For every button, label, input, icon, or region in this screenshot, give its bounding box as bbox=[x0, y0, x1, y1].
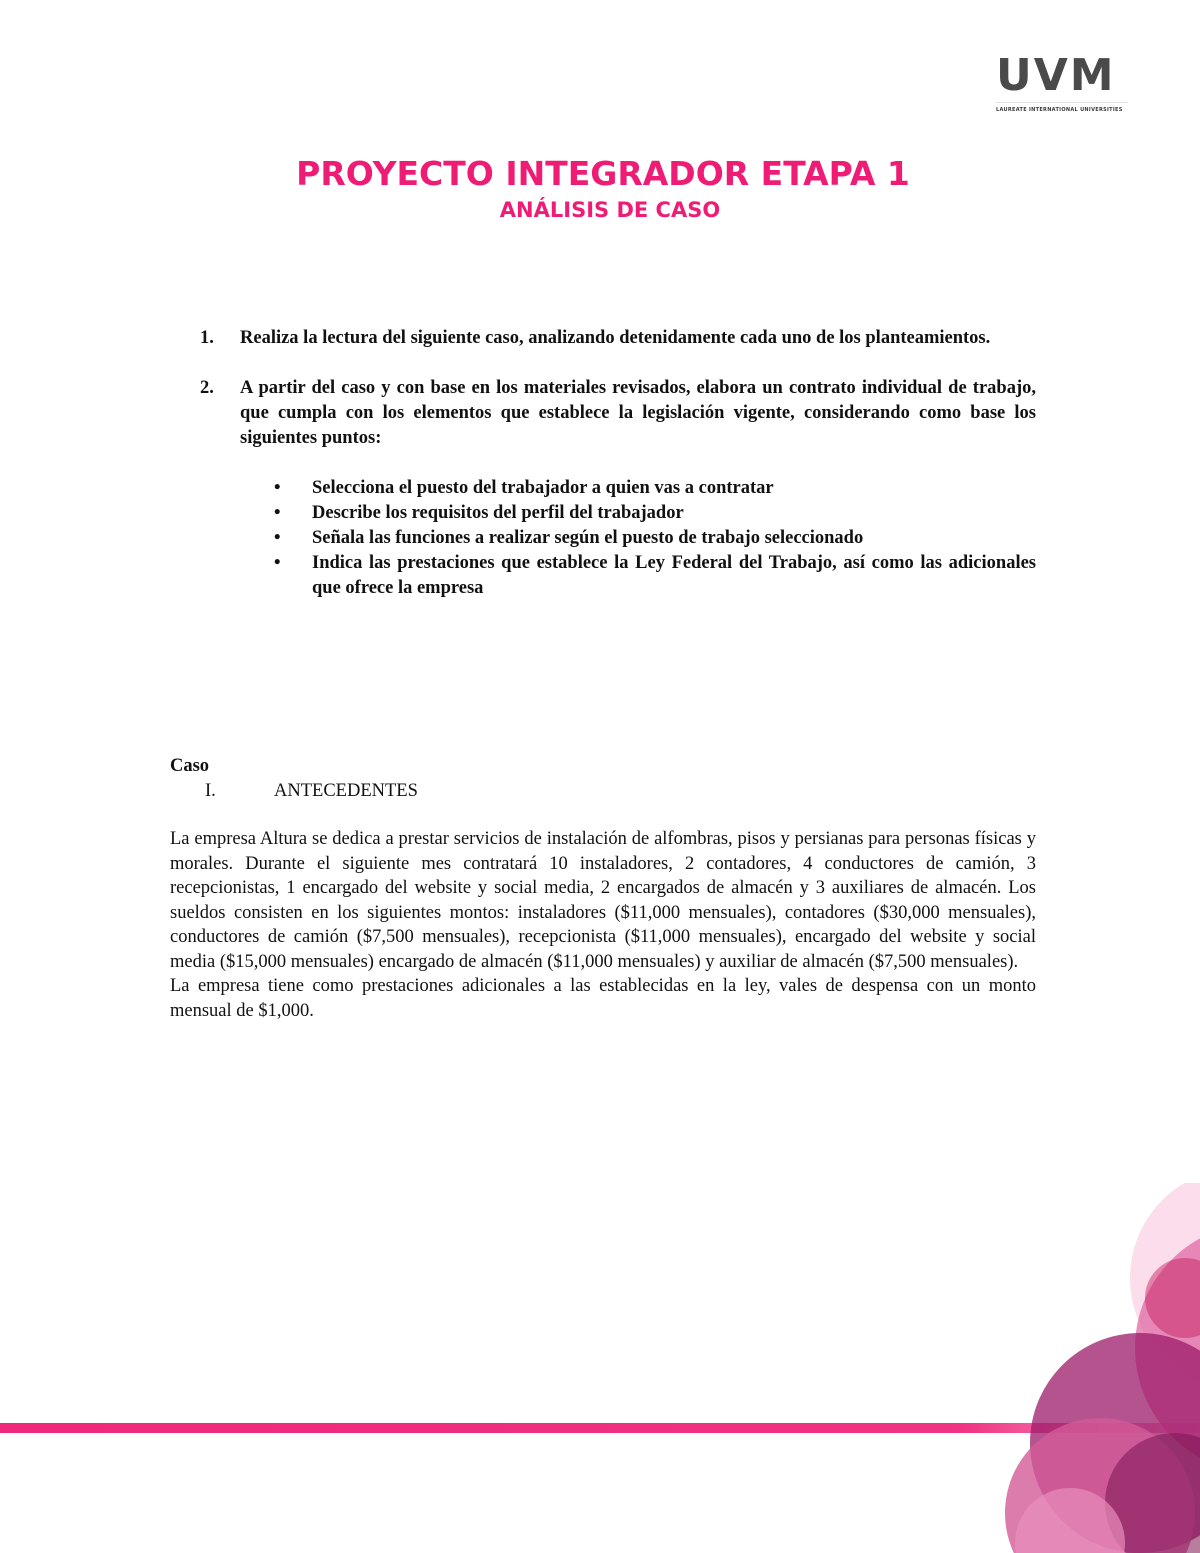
instructions-list bbox=[200, 326, 1036, 626]
case-heading bbox=[170, 779, 1036, 804]
case-section bbox=[170, 754, 1036, 1023]
case-paragraph: La empresa Altura se dedica a prestar servicios de instalación de alfombras, pisos y persianas para personas físicas y morales. Durante el siguiente mes contratará 10 instaladores, 2 contadores, 4 conductores de camión, 3 recepcionistas, 1 encargado del website y social media, 2 encargados de almacén y 3 auxiliares de almacén. Los sueldos consisten en los siguientes montos: instaladores ($11,000 mensuales), contadores ($30,000 mensuales), conductores de camión ($7,500 mensuales), recepcionista ($11,000 mensuales), encargado del website y social media ($15,000 mensuales) encargado de almacén ($11,000 mensuales) y auxiliar de almacén ($7,500 mensuales). bbox=[170, 829, 1036, 972]
decorative-circles bbox=[1000, 1183, 1200, 1553]
point-item bbox=[272, 526, 1036, 551]
case-heading-title: ANTECEDENTES bbox=[274, 780, 418, 801]
instruction-text: A partir del caso y con base en los materiales revisados, elabora un contrato individual de trabajo, que cumpla con los elementos que establece la legislación vigente, considerando como base los siguientes puntos: bbox=[240, 378, 1036, 448]
instruction-item bbox=[200, 326, 1036, 351]
points-list bbox=[272, 476, 1036, 601]
point-item bbox=[272, 476, 1036, 501]
bullet-icon: • bbox=[274, 553, 281, 573]
page-title: PROYECTO INTEGRADOR ETAPA 1 bbox=[296, 154, 910, 193]
case-heading-number: I. bbox=[205, 780, 216, 801]
case-label: Caso bbox=[170, 756, 210, 776]
instruction-number: 1. bbox=[200, 328, 214, 348]
point-text: Describe los requisitos del perfil del trabajador bbox=[312, 503, 684, 523]
point-text: Indica las prestaciones que establece la Ley Federal del Trabajo, así como las adicionales que ofrece la empresa bbox=[312, 553, 1036, 598]
logo-text: UVM bbox=[996, 50, 1116, 101]
instruction-item bbox=[200, 376, 1036, 601]
point-text: Selecciona el puesto del trabajador a quien vas a contratar bbox=[312, 478, 774, 498]
bullet-icon: • bbox=[274, 528, 281, 548]
instruction-text: Realiza la lectura del siguiente caso, analizando detenidamente cada uno de los planteamientos. bbox=[240, 328, 991, 348]
logo-tagline: LAUREATE INTERNATIONAL UNIVERSITIES bbox=[996, 107, 1123, 113]
page-subtitle: ANÁLISIS DE CASO bbox=[499, 198, 721, 222]
point-text: Señala las funciones a realizar según el puesto de trabajo seleccionado bbox=[312, 528, 864, 548]
case-body bbox=[170, 827, 1036, 1023]
point-item bbox=[272, 501, 1036, 526]
bullet-icon: • bbox=[274, 503, 281, 523]
bullet-icon: • bbox=[274, 478, 281, 498]
instruction-number: 2. bbox=[200, 378, 214, 398]
logo-divider bbox=[996, 102, 1128, 103]
point-item bbox=[272, 551, 1036, 601]
uvm-logo bbox=[996, 52, 1128, 118]
case-paragraph: La empresa tiene como prestaciones adicionales a las establecidas en la ley, vales de despensa con un monto mensual de $1,000. bbox=[170, 976, 1036, 1021]
